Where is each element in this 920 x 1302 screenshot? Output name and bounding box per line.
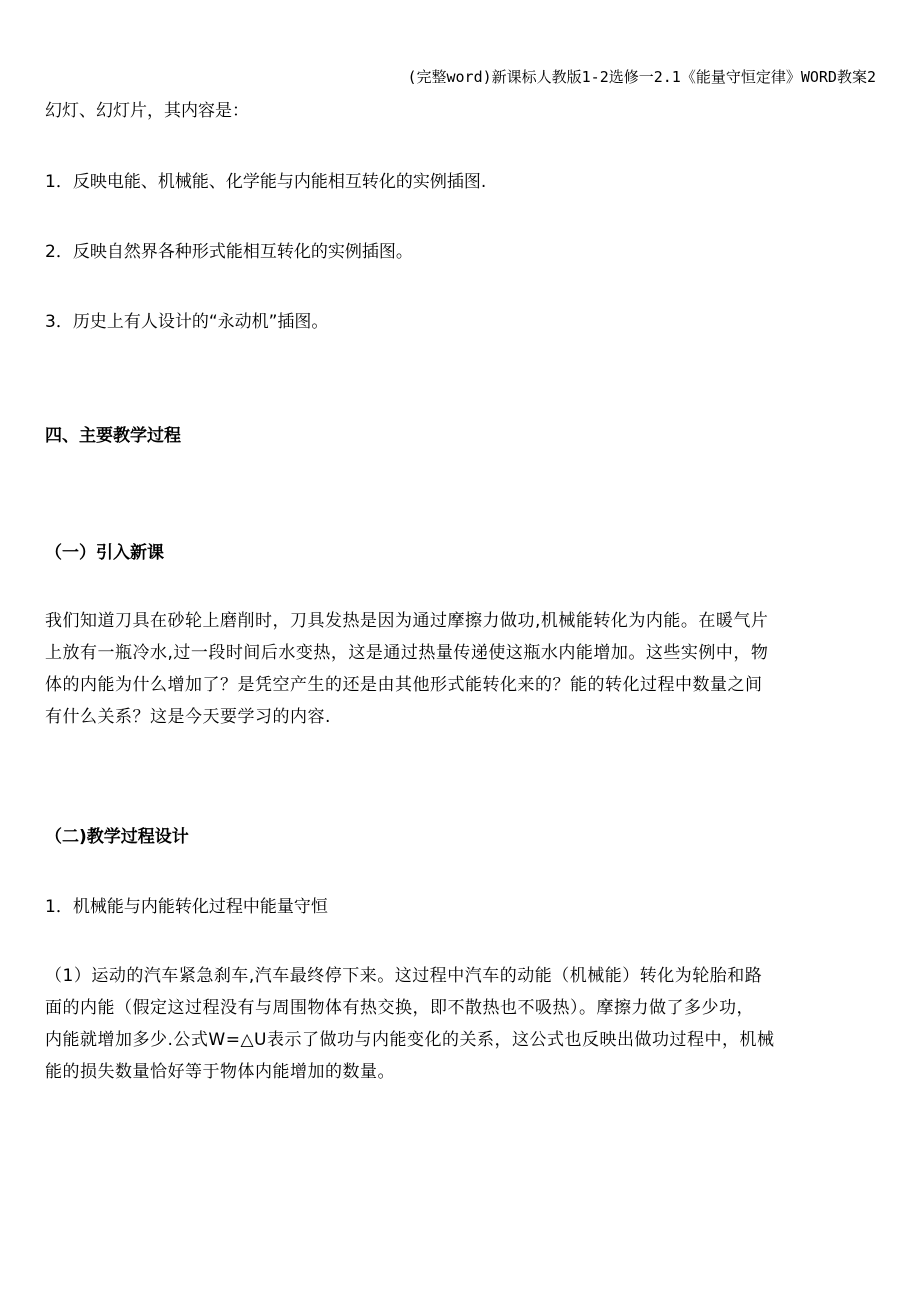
page-header: (完整word)新课标人教版1-2选修一2.1《能量守恒定律》WORD教案2	[407, 68, 876, 86]
point-title: 1．机械能与内能转化过程中能量守恒	[45, 897, 328, 917]
paragraph-line: 面的内能（假定这过程没有与周围物体有热交换，即不散热也不吸热）。摩擦力做了多少功，	[45, 998, 754, 1018]
point-paragraph	[45, 960, 877, 1088]
paragraph-line: 有什么关系？这是今天要学习的内容.	[45, 707, 331, 727]
intro-paragraph	[45, 605, 877, 733]
paragraph-line: 能的损失数量恰好等于物体内能增加的数量。	[45, 1062, 395, 1082]
paragraph-line: 内能就增加多少.公式W=△U表示了做功与内能变化的关系，这公式也反映出做功过程中，机械	[45, 1030, 775, 1050]
paragraph-line: 上放有一瓶冷水,过一段时间后水变热，这是通过热量传递使这瓶水内能增加。这些实例中，物	[45, 643, 769, 663]
section-heading: 四、主要教学过程	[45, 426, 181, 446]
paragraph-line: 我们知道刀具在砂轮上磨削时，刀具发热是因为通过摩擦力做功,机械能转化为内能。在暖气片	[45, 611, 769, 631]
subsection-heading: （二)教学过程设计	[45, 827, 189, 847]
list-item: 2．反映自然界各种形式能相互转化的实例插图。	[45, 242, 413, 262]
paragraph-line: 体的内能为什么增加了？是凭空产生的还是由其他形式能转化来的？能的转化过程中数量之间	[45, 675, 763, 695]
subsection-heading: （一）引入新课	[45, 543, 164, 563]
list-item: 1．反映电能、机械能、化学能与内能相互转化的实例插图.	[45, 172, 487, 192]
intro-line: 幻灯、幻灯片，其内容是：	[45, 101, 249, 121]
list-item: 3．历史上有人设计的“永动机”插图。	[45, 312, 329, 332]
paragraph-line: （1）运动的汽车紧急刹车,汽车最终停下来。这过程中汽车的动能（机械能）转化为轮胎和路	[45, 966, 763, 986]
